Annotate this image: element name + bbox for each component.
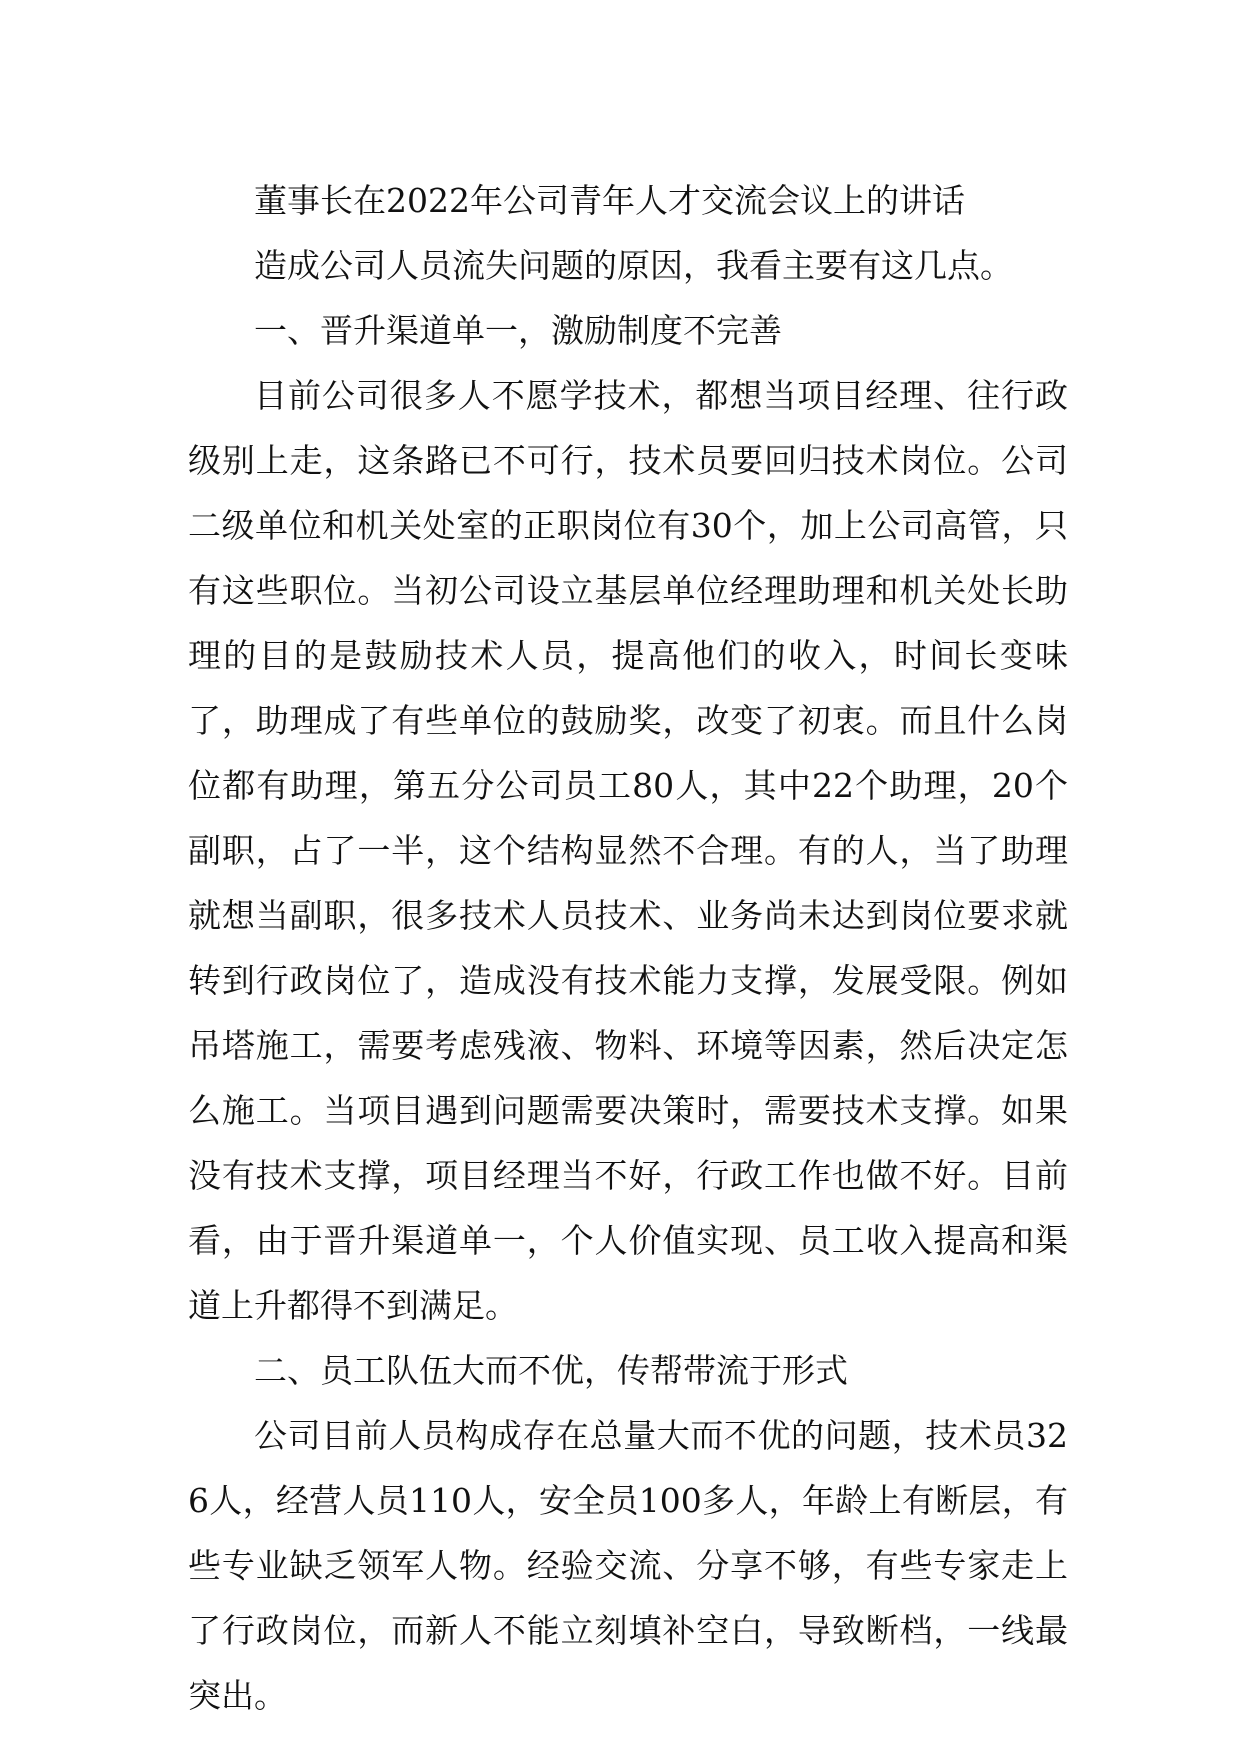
paragraph-section-1: 目前公司很多人不愿学技术，都想当项目经理、往行政级别上走，这条路已不可行，技术员要回归技术岗位。公司二级单位和机关处室的正职岗位有30个，加上公司高管，只有这些职位。当初公司设立基层单位经理助理和机关处长助理的目的是鼓励技术人员，提高他们的收入，时间长变味了，助理成了有些单位的鼓励奖，改变了初衷。而且什么岗位都有助理，第五分公司员工80人，其中22个助理，20个副职，占了一半，这个结构显然不合理。有的人，当了助理就想当副职，很多技术人员技术、业务尚未达到岗位要求就转到行政岗位了，造成没有技术能力支撑，发展受限。例如吊塔施工，需要考虑残液、物料、环境等因素，然后决定怎么施工。当项目遇到问题需要决策时，需要技术支撑。如果没有技术支撑，项目经理当不好，行政工作也做不好。目前看，由于晋升渠道单一，个人价值实现、员工收入提高和渠道上升都得不到满足。 [188,376,1068,1325]
paragraph-intro: 造成公司人员流失问题的原因，我看主要有这几点。 [254,246,1013,285]
section-heading-2: 二、员工队伍大而不优，传帮带流于形式 [254,1351,848,1390]
section-heading-1: 一、晋升渠道单一，激励制度不完善 [254,311,782,350]
document-title: 董事长在2022年公司青年人才交流会议上的讲话 [254,181,965,220]
document-body [188,168,1068,1728]
paragraph-section-2: 公司目前人员构成存在总量大而不优的问题，技术员326人，经营人员110人，安全员100多人，年龄上有断层，有些专业缺乏领军人物。经验交流、分享不够，有些专家走上了行政岗位，而新人不能立刻填补空白，导致断档，一线最突出。 [188,1416,1068,1715]
